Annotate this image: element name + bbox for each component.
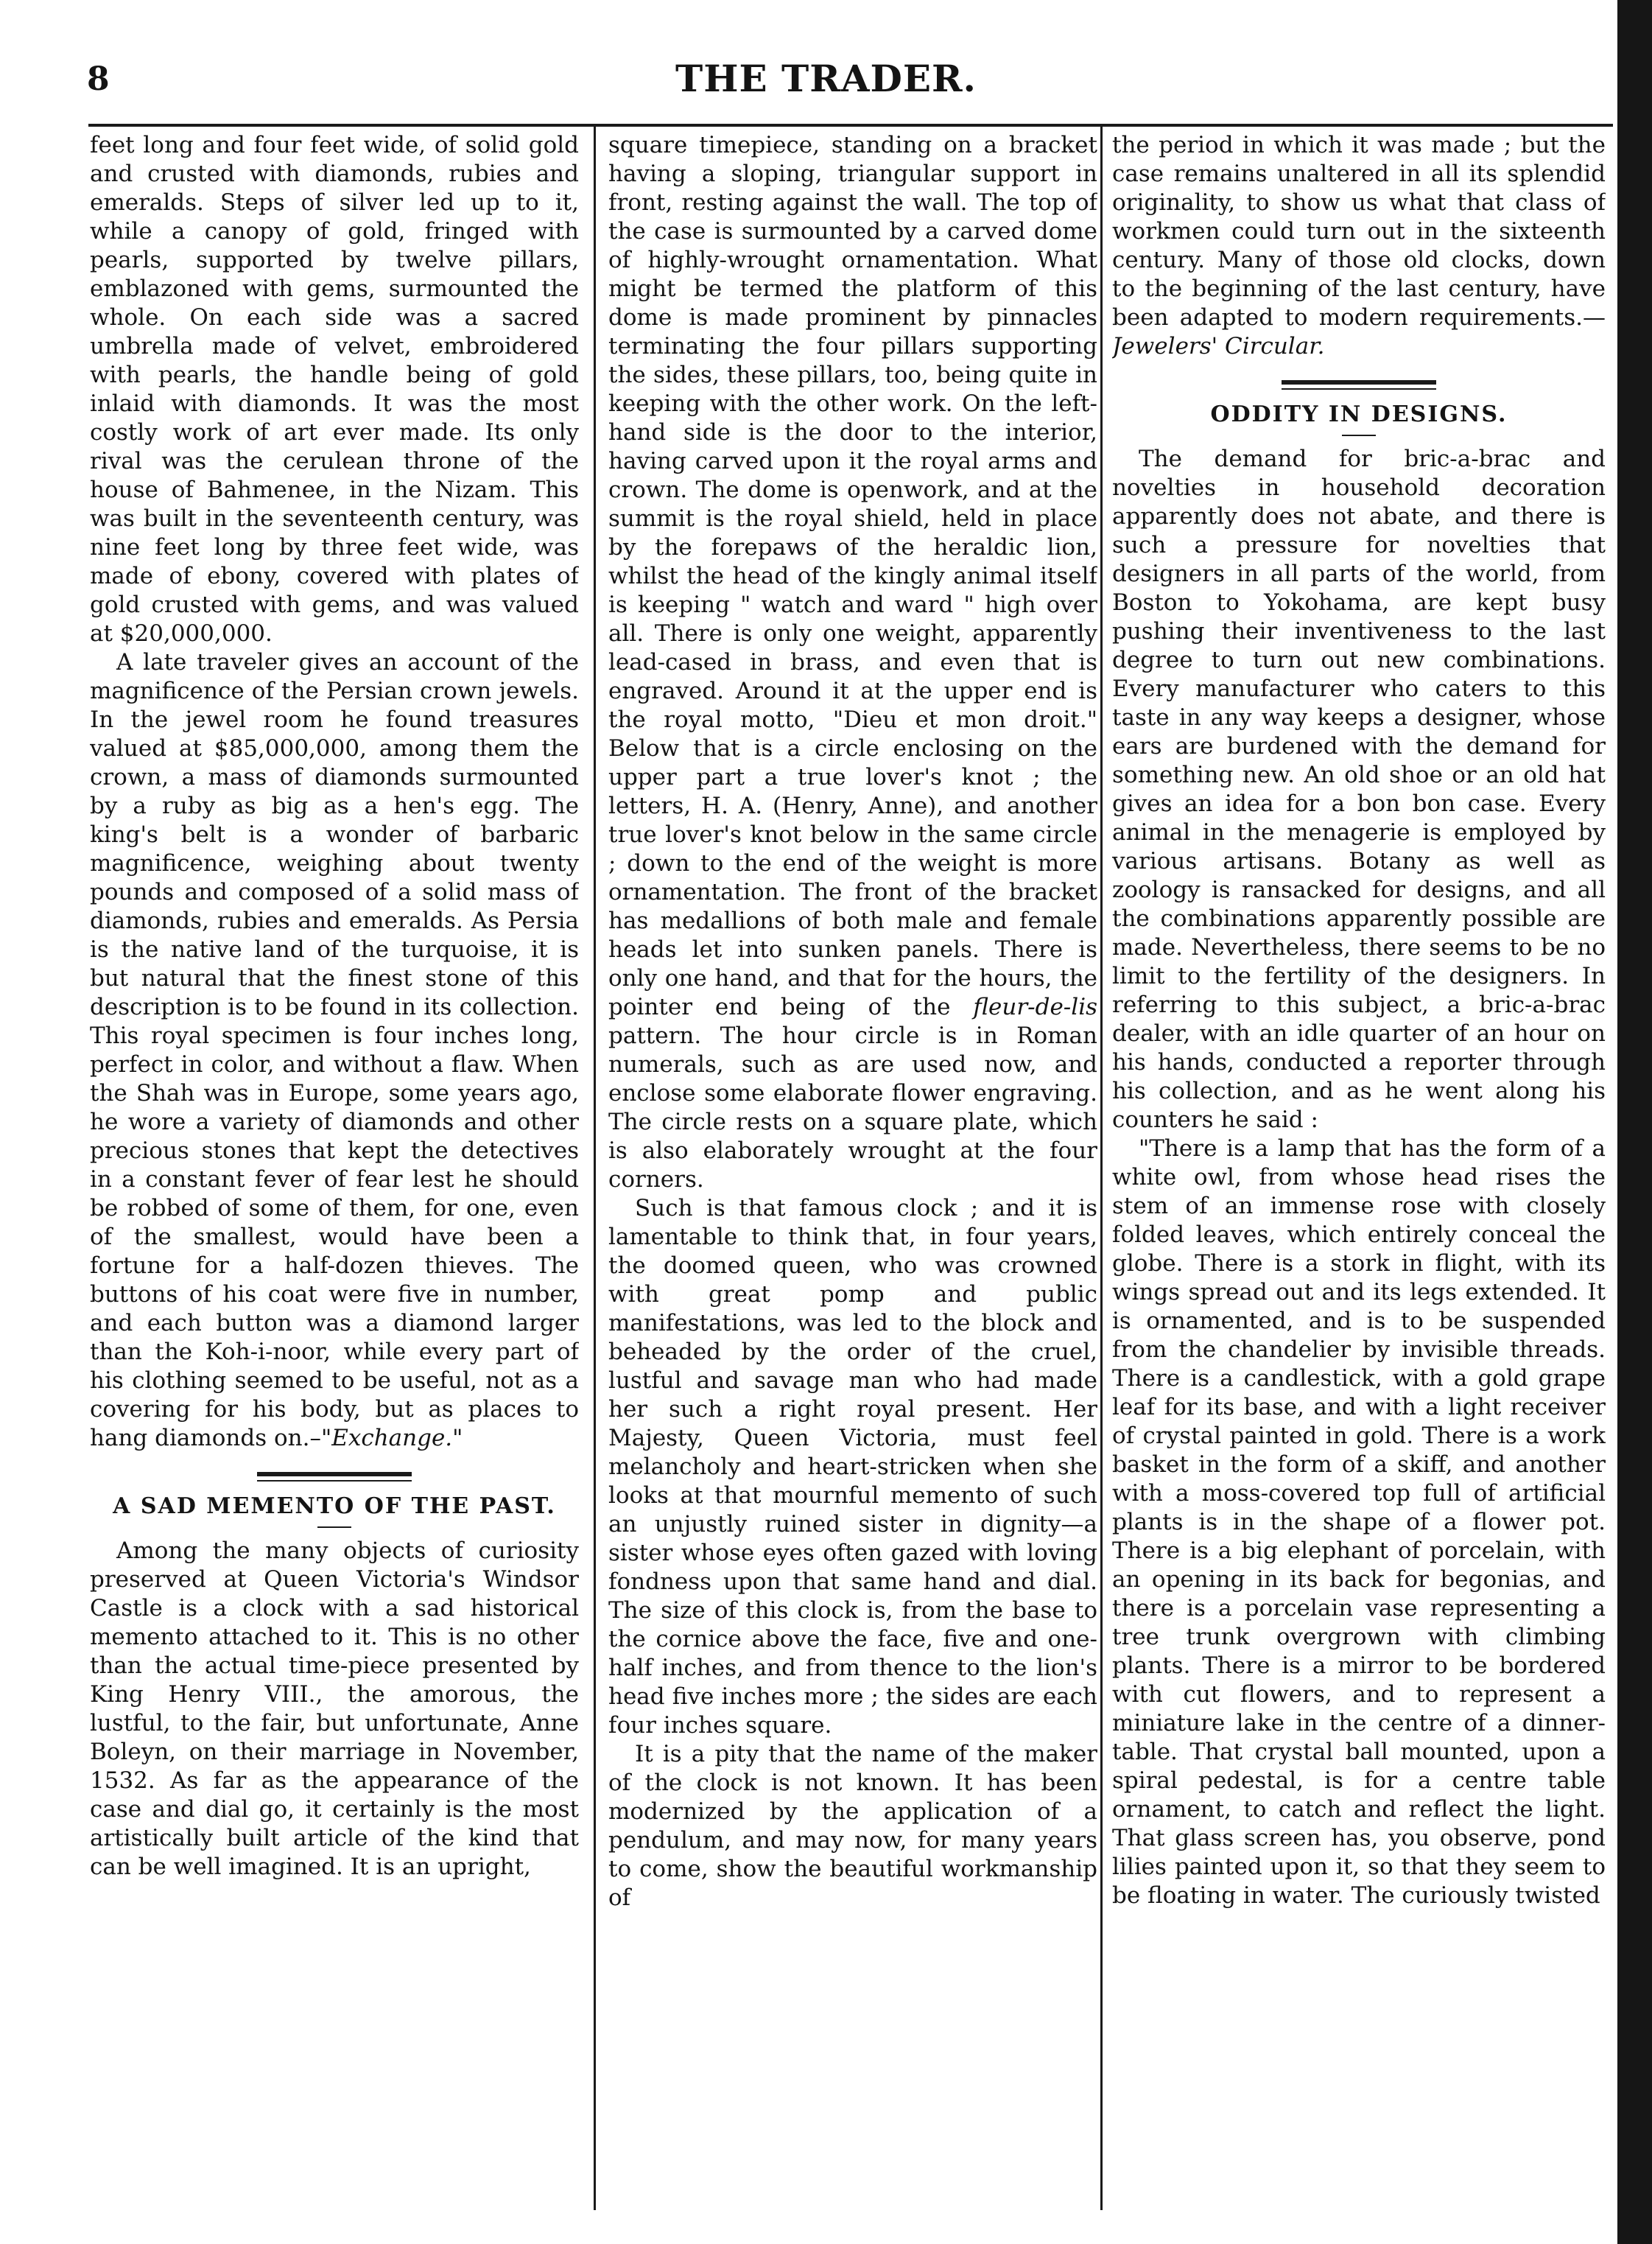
section-separator [257, 1472, 412, 1482]
paragraph [1112, 131, 1606, 361]
paragraph: Among the many objects of curiosity preserved at Queen Victoria's Windsor Castle is a clock with a sad historical memento attached to it. This is no other than the actual time-piece presented by King Henry VIII., the amorous, the lustful, to the fair, but unfortunate, Anne Boleyn, on their marriage in November, 1532. As far as the appearance of the case and dial go, it certainly is the most artistically built article of the kind that can be well imagined. It is an upright, [90, 1538, 579, 1880]
scan-edge-bar [1617, 0, 1652, 2244]
column-3 [1112, 131, 1606, 2201]
paragraph-text: the period in which it was made ; but the case remains unaltered in all its splendid originality, to show us what that class of workmen could turn out in the sixteenth century. Many of those old clocks, down to the beginning of the last century, have been adapted to modern requirements.— [1112, 132, 1606, 331]
paragraph-text: square timepiece, standing on a bracket having a sloping, triangular support in front, resting against the wall. The top of the case is surmounted by a carved dome of highly-wrought ornamentation. What might be termed the platform of this dome is made prominent by pinnacles terminating the four pillars supporting the sides, these pillars, too, being quite in keeping with the other work. On the left-hand side is the door to the interior, having carved upon it the royal arms and crown. The dome is openwork, and at the summit is the royal shield, held in place by the forepaws of the heraldic lion, whilst the head of the kingly animal itself is keeping " watch and ward " high over all. There is only one weight, apparently lead-cased in brass, and even that is engraved. Around it at the upper end is the royal motto, "Dieu et mon droit." Below that is a circle enclosing on the upper part a true lover's knot ; the letters, H. A. (Henry, Anne), and another true lover's knot below in the same circle ; down to the end of the weight is more ornamentation. The front of the bracket has medallions of both male and female heads let into sunken panels. There is only one hand, and that for the hours, the pointer end being of the [608, 132, 1097, 1020]
source-credit: "Exchange." [320, 1425, 463, 1451]
paragraph: Such is that famous clock ; and it is lamentable to think that, in four years, the doomed queen, who was crowned with great pomp and public manifestations, was led to the block and beheaded by the order of the cruel, lustful and savage man who had made her such a right royal present. Her Majesty, Queen Victoria, must feel melancholy and heart-stricken when she looks at that mournful memento of such an unjustly ruined sister in dignity—a sister whose eyes often gazed with loving fondness upon that same hand and dial. The size of this clock is, from the base to the cornice above the face, five and one-half inches, and from thence to the lion's head five inches more ; the sides are each four inches square. [608, 1195, 1097, 1739]
paragraph-text: A late traveler gives an account of the magnificence of the Persian crown jewels. In the jewel room he found treasures valued at $85,000,000, among them the crown, a mass of diamonds surmounted by a ruby as big as a hen's egg. The king's belt is a wonder of barbaric magnificence, weighing about twenty pounds and composed of a solid mass of diamonds, rubies and emeralds. As Persia is the native land of the turquoise, it is but natural that the finest stone of this description is to be found in its collection. This royal specimen is four inches long, perfect in color, and without a flaw. When the Shah was in Europe, some years ago, he wore a variety of diamonds and other precious stones that kept the detectives in a constant fever of fear lest he should be robbed of some of them, for one, even of the smallest, would have been a fortune for a half-dozen thieves. The buttons of his coat were five in number, and each button was a diamond larger than the Koh-i-noor, while every part of his clothing seemed to be useful, not as a covering for his body, but as places to hang diamonds on.– [90, 649, 579, 1451]
italic-term: fleur-de-lis [973, 994, 1097, 1020]
column-1 [90, 131, 579, 2201]
paragraph: "There is a lamp that has the form of a white owl, from whose head rises the stem of an immense rose with closely folded leaves, which entirely conceal the globe. There is a stork in flight, with its wings spread out and its legs extended. It is ornamented, and is to be suspended from the chandelier by invisible threads. There is a candlestick, with a gold grape leaf for its base, and with a light receiver of crystal painted in gold. There is a work basket in the form of a skiff, and another with a moss-covered top full of artificial plants is in the shape of a flower pot. There is a big elephant of porcelain, with an opening in its back for begonias, and there is a porcelain vase representing a tree trunk overgrown with climbing plants. There is a mirror to be bordered with cut flowers, and to represent a miniature lake in the centre of a dinner-table. That crystal ball mounted, upon a spiral pedestal, is for a centre table ornament, to catch and reflect the light. That glass screen has, you observe, pond lilies painted upon it, so that they seem to be floating in water. The curiously twisted [1112, 1135, 1606, 1909]
paragraph [608, 131, 1097, 1194]
section-separator [1282, 380, 1436, 390]
column-2 [608, 131, 1097, 2201]
paragraph [90, 648, 579, 1453]
article-headline: ODDITY IN DESIGNS. [1210, 402, 1508, 427]
article-headline: A SAD MEMENTO OF THE PAST. [113, 1493, 556, 1519]
headline-rule [1342, 435, 1376, 436]
paragraph: The demand for bric-a-brac and novelties in household decoration apparently does not abate, and there is such a pressure for novelties that designers in all parts of the world, from Boston to Yokohama, are kept busy pushing their inventiveness to the last degree to turn out new combinations. Every manufacturer who caters to this taste in any way keeps a designer, whose ears are burdened with the demand for something new. An old shoe or an old hat gives an idea for a bon bon case. Every animal in the menagerie is employed by various artisans. Botany as well as zoology is ransacked for designs, and all the combinations apparently possible are made. Nevertheless, there seems to be no limit to the fertility of the designers. In referring to this subject, a bric-a-brac dealer, with an idle quarter of an hour on his hands, conducted a reporter through his collection, and as he went along his counters he said : [1112, 446, 1606, 1133]
paragraph: feet long and four feet wide, of solid gold and crusted with diamonds, rubies and emeralds. Steps of silver led up to it, while a canopy of gold, fringed with pearls, supported by twelve pillars, emblazoned with gems, surmounted the whole. On each side was a sacred umbrella made of velvet, embroidered with pearls, the handle being of gold inlaid with diamonds. It was the most costly work of art ever made. Its only rival was the cerulean throne of the house of Bahmenee, in the Nizam. This was built in the seventeenth century, was nine feet long by three feet wide, was made of ebony, covered with plates of gold crusted with gems, and was valued at $20,000,000. [90, 132, 579, 647]
column-divider-2 [1100, 125, 1103, 2210]
paragraph-text: pattern. The hour circle is in Roman numerals, such as are used now, and enclose some elaborate flower engraving. The circle rests on a square plate, which is also elaborately wrought at the four corners. [608, 1023, 1097, 1193]
source-credit: Jewelers' Circular. [1112, 333, 1325, 360]
headline-rule [317, 1526, 351, 1528]
header-rule [88, 124, 1613, 127]
paragraph: It is a pity that the name of the maker of the clock is not known. It has been modernized by the application of a pendulum, and may now, for many years to come, show the beautiful workmanship of [608, 1741, 1097, 1911]
masthead-title: THE TRADER. [675, 57, 977, 100]
page-number: 8 [87, 60, 110, 98]
column-divider-1 [594, 125, 596, 2210]
